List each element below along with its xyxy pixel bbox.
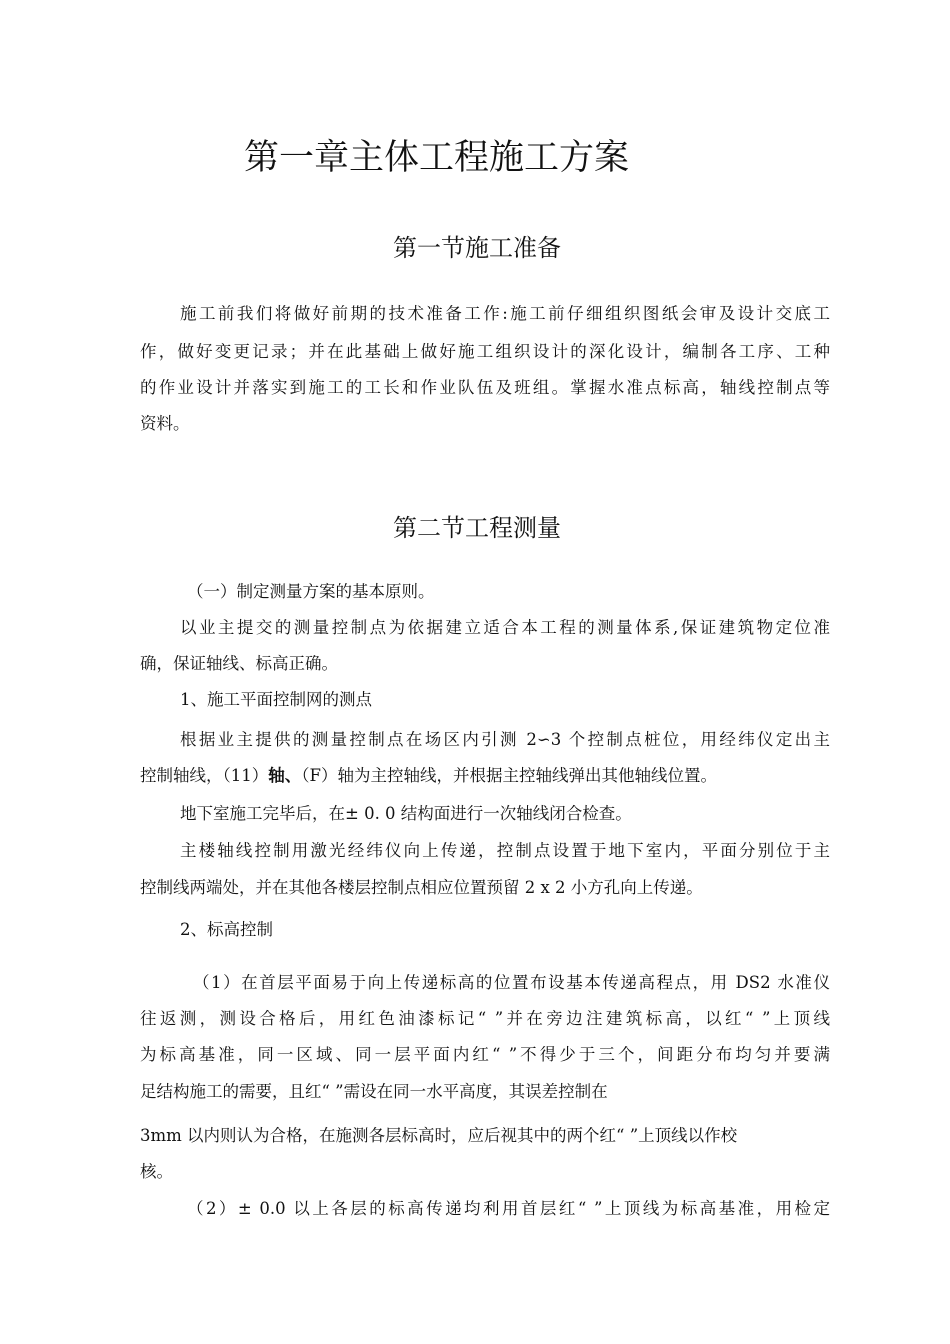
paragraph-line: 主楼轴线控制用激光经纬仪向上传递，控制点设置于地下室内，平面分别位于主 — [180, 841, 830, 860]
paragraph-line: 控制线两端处，并在其他各楼层控制点相应位置预留 2 x 2 小方孔向上传递。 — [140, 878, 703, 897]
paragraph-line: 足结构施工的需要，且红“ ”需设在同一水平高度，其误差控制在 — [140, 1082, 608, 1101]
paragraph-line: （2）± 0.0 以上各层的标高传递均利用首层红“ ”上顶线为标高基准，用检定 — [187, 1199, 830, 1218]
bold-axis-text: 轴、 — [268, 766, 302, 785]
item2-heading: 2、标高控制 — [180, 920, 273, 939]
paragraph-line: 为标高基准，同一区域、同一层平面内红“ ”不得少于三个，间距分布均匀并要满 — [140, 1045, 830, 1064]
paragraph-line: 以业主提交的测量控制点为依据建立适合本工程的测量体系,保证建筑物定位准 — [180, 618, 830, 637]
principle-heading: （一）制定测量方案的基本原则。 — [187, 582, 435, 601]
paragraph-line: 作，做好变更记录；并在此基础上做好施工组织设计的深化设计，编制各工序、工种 — [140, 342, 830, 361]
paragraph-line: 往返测，测设合格后，用红色油漆标记“ ”并在旁边注建筑标高，以红“ ”上顶线 — [140, 1009, 830, 1028]
paragraph-line: 的作业设计并落实到施工的工长和作业队伍及班组。掌握水准点标高，轴线控制点等 — [140, 378, 830, 397]
paragraph-line: 地下室施工完毕后，在± 0. 0 结构面进行一次轴线闭合检查。 — [180, 804, 632, 823]
section-heading-1: 第一节施工准备 — [393, 234, 561, 262]
chapter-title: 第一章主体工程施工方案 — [244, 138, 630, 178]
paragraph-line: （1）在首层平面易于向上传递标高的位置布设基本传递高程点，用 DS2 水准仪 — [193, 973, 830, 992]
section-heading-2: 第二节工程测量 — [393, 514, 561, 542]
paragraph-line: 根据业主提供的测量控制点在场区内引测 2∽3 个控制点桩位，用经纬仪定出主 — [180, 730, 830, 749]
paragraph-line: 施工前我们将做好前期的技术准备工作:施工前仔细组织图纸会审及设计交底工 — [180, 304, 830, 323]
paragraph-line: 确，保证轴线、标高正确。 — [140, 654, 338, 673]
item1-heading: 1、施工平面控制网的测点 — [180, 690, 372, 709]
paragraph-line: 资料。 — [140, 414, 190, 433]
paragraph-line: 核。 — [140, 1162, 173, 1181]
paragraph-line: 控制轴线，（11）轴、（F）轴为主控轴线，并根据主控轴线弹出其他轴线位置。 — [140, 766, 717, 785]
paragraph-line: 3mm 以内则认为合格，在施测各层标高时，应后视其中的两个红“ ”上顶线以作校 — [140, 1126, 738, 1145]
